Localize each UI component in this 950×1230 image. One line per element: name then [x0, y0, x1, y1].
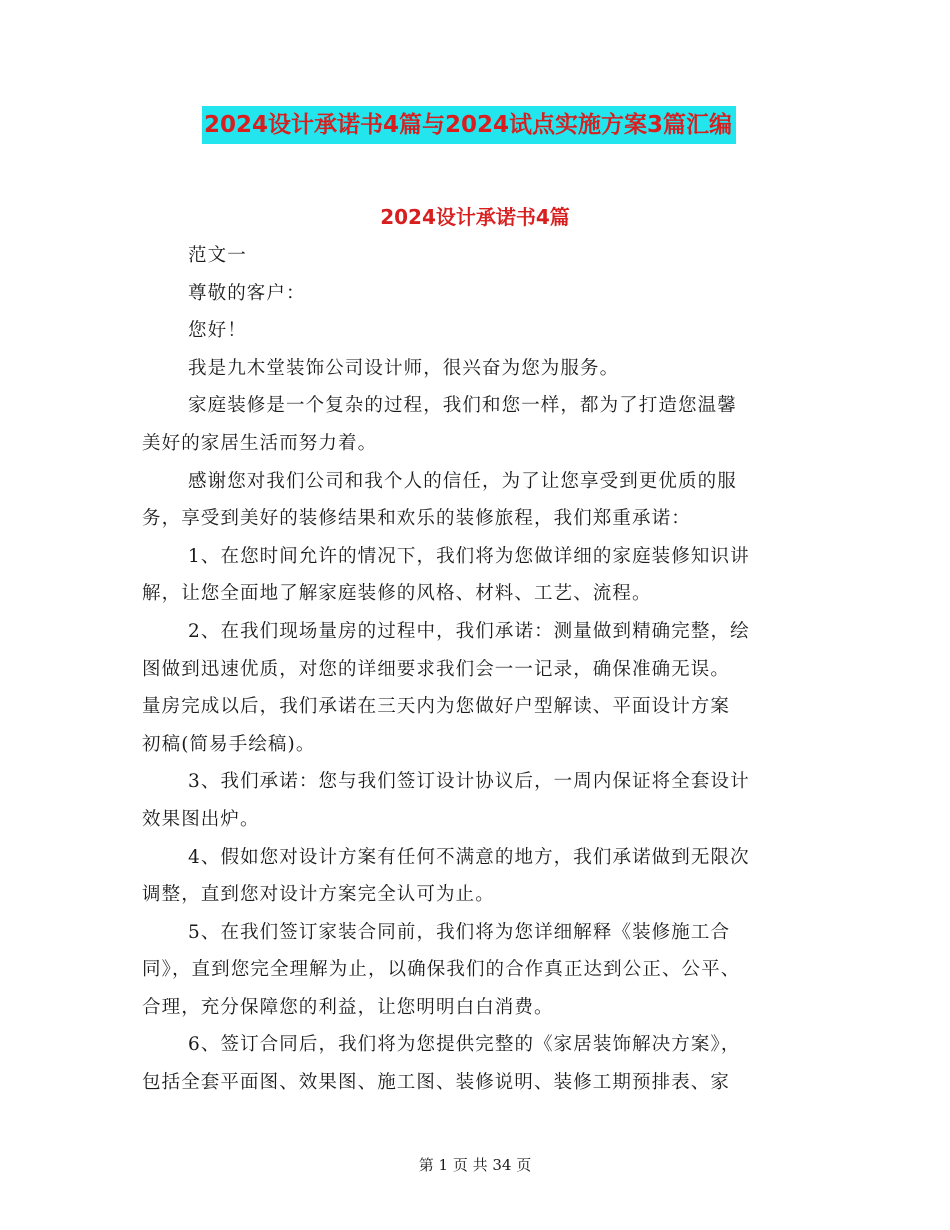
- paragraph-line: 5、在我们签订家装合同前，我们将为您详细解释《装修施工合: [188, 921, 731, 943]
- document-body: [142, 220, 807, 1102]
- paragraph-line: 1、在您时间允许的情况下，我们将为您做详细的家庭装修知识讲: [188, 545, 750, 567]
- paragraph-line: 家庭装修是一个复杂的过程，我们和您一样，都为了打造您温馨: [188, 395, 737, 417]
- paragraph-line: 感谢您对我们公司和我个人的信任，为了让您享受到更优质的服: [188, 470, 737, 492]
- paragraph-line: 4、假如您对设计方案有任何不满意的地方，我们承诺做到无限次: [188, 846, 750, 868]
- paragraph-line: 务，享受到美好的装修结果和欢乐的装修旅程，我们郑重承诺：: [142, 508, 691, 530]
- paragraph-line: 包括全套平面图、效果图、施工图、装修说明、装修工期预排表、家: [142, 1072, 731, 1094]
- document-title: 2024设计承诺书4篇与2024试点实施方案3篇汇编: [202, 106, 736, 144]
- page-footer: 第 1 页 共 34 页: [418, 1156, 532, 1174]
- paragraph-line: 范文一: [188, 245, 247, 266]
- paragraph-line: 初稿(简易手绘稿)。: [142, 733, 316, 755]
- paragraph-line: 同》，直到您完全理解为止，以确保我们的合作真正达到公正、公平、: [142, 959, 741, 981]
- paragraph-line: 我是九木堂装饰公司设计师，很兴奋为您为服务。: [188, 357, 620, 379]
- paragraph-line: 调整，直到您对设计方案完全认可为止。: [142, 884, 495, 906]
- paragraph-line: 解，让您全面地了解家庭装修的风格、材料、工艺、流程。: [142, 583, 652, 605]
- paragraph-line: 图做到迅速优质，对您的详细要求我们会一一记录，确保准确无误。: [142, 658, 731, 680]
- paragraph-line: 量房完成以后，我们承诺在三天内为您做好户型解读、平面设计方案: [142, 696, 731, 718]
- paragraph-line: 3、我们承诺：您与我们签订设计协议后，一周内保证将全套设计: [188, 771, 750, 793]
- paragraph-line: 合理，充分保障您的利益，让您明明白白消费。: [142, 996, 554, 1018]
- paragraph-line: 尊敬的客户：: [188, 282, 306, 304]
- paragraph-line: 2、在我们现场量房的过程中，我们承诺：测量做到精确完整，绘: [188, 620, 750, 642]
- paragraph-line: 6、签订合同后，我们将为您提供完整的《家居装饰解决方案》，: [188, 1034, 741, 1056]
- paragraph-line: 您好！: [188, 320, 247, 342]
- section-title: 2024设计承诺书4篇: [380, 205, 570, 229]
- paragraph-line: 效果图出炉。: [142, 808, 260, 830]
- paragraph-line: 美好的家居生活而努力着。: [142, 432, 378, 454]
